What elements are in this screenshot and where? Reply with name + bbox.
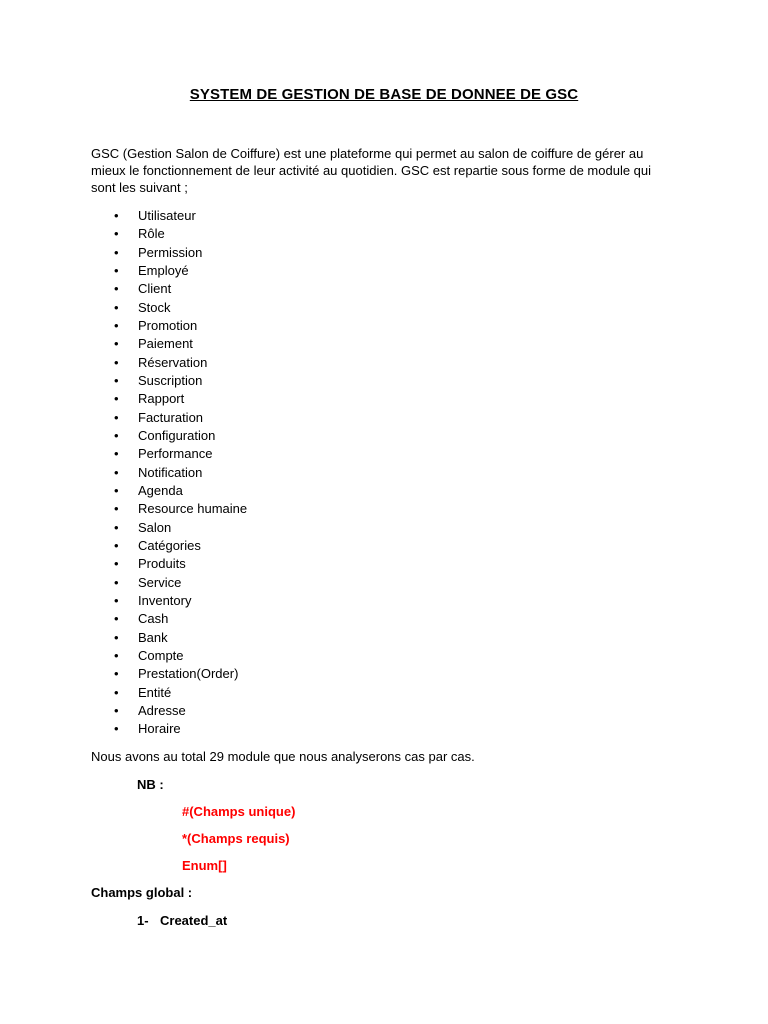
global-field-number: 1- — [137, 913, 149, 928]
document-title: SYSTEM DE GESTION DE BASE DE DONNEE DE GSC — [189, 86, 579, 103]
module-list-item — [91, 354, 247, 372]
module-name: Salon — [138, 519, 172, 535]
module-list-item — [91, 262, 247, 280]
module-name: Stock — [138, 299, 171, 315]
module-list-item — [91, 427, 247, 445]
module-name: Bank — [138, 629, 168, 645]
module-list-item — [91, 207, 247, 225]
module-name: Entité — [138, 684, 172, 700]
bullet-icon: • — [114, 354, 119, 370]
module-name: Suscription — [138, 372, 203, 388]
module-name: Compte — [138, 647, 184, 663]
bullet-icon: • — [114, 446, 119, 462]
module-name: Réservation — [138, 354, 208, 370]
bullet-icon: • — [114, 262, 119, 278]
bullet-icon: • — [114, 391, 119, 407]
module-list-item — [91, 555, 247, 573]
module-name: Promotion — [138, 317, 198, 333]
bullet-icon: • — [114, 226, 119, 242]
module-name: Utilisateur — [138, 208, 196, 223]
bullet-icon: • — [114, 372, 119, 388]
module-name: Configuration — [138, 427, 216, 443]
bullet-icon: • — [114, 281, 119, 297]
module-list-item — [91, 665, 247, 683]
module-name: Agenda — [138, 482, 183, 498]
total-modules-text: Nous avons au total 29 module que nous analyserons cas par cas. — [91, 749, 475, 764]
module-list-item — [91, 390, 247, 408]
module-name: Employé — [138, 262, 189, 278]
bullet-icon: • — [114, 537, 119, 553]
bullet-icon: • — [114, 519, 119, 535]
module-name: Resource humaine — [138, 501, 248, 517]
module-name: Catégories — [138, 537, 201, 553]
bullet-icon: • — [114, 336, 119, 352]
module-name: Adresse — [138, 702, 186, 718]
module-name: Service — [138, 574, 182, 590]
bullet-icon: • — [114, 409, 119, 425]
module-list-item — [91, 647, 247, 665]
legend-unique-field: #(Champs unique) — [182, 804, 296, 819]
module-name: Rôle — [138, 226, 165, 242]
module-name: Permission — [138, 244, 203, 260]
module-list-item — [91, 335, 247, 353]
global-field-name: Created_at — [160, 913, 228, 928]
module-name: Facturation — [138, 409, 204, 425]
global-field-item — [137, 912, 227, 930]
module-list-item — [91, 299, 247, 317]
module-list-item — [91, 445, 247, 463]
module-list-item — [91, 702, 247, 720]
module-list-item — [91, 500, 247, 518]
bullet-icon: • — [114, 299, 119, 315]
global-fields-label: Champs global : — [91, 885, 193, 900]
bullet-icon: • — [114, 501, 119, 517]
module-list-item — [91, 372, 247, 390]
bullet-icon: • — [114, 666, 119, 682]
legend-required-field: *(Champs requis) — [182, 831, 290, 846]
intro-paragraph: GSC (Gestion Salon de Coiffure) est une plateforme qui permet au salon de coiffure de gérer au mieux le fonctionnement de leur activité au quotidien. GSC est repartie sous forme de module qui sont les suivant ; — [91, 146, 652, 195]
bullet-icon: • — [114, 574, 119, 590]
module-name: Performance — [138, 446, 213, 462]
bullet-icon: • — [114, 556, 119, 572]
module-list-item — [91, 720, 247, 738]
module-list-item — [91, 684, 247, 702]
module-list — [91, 207, 247, 739]
module-name: Produits — [138, 556, 186, 572]
bullet-icon: • — [114, 629, 119, 645]
bullet-icon: • — [114, 721, 119, 737]
module-list-item — [91, 629, 247, 647]
module-list-item — [91, 280, 247, 298]
module-name: Horaire — [138, 721, 181, 737]
bullet-icon: • — [114, 244, 119, 260]
bullet-icon: • — [114, 317, 119, 333]
module-name: Client — [138, 281, 172, 297]
nb-label: NB : — [137, 777, 164, 792]
bullet-icon: • — [114, 647, 119, 663]
bullet-icon: • — [114, 482, 119, 498]
module-name: Prestation(Order) — [138, 666, 239, 682]
bullet-icon: • — [114, 702, 119, 718]
bullet-icon: • — [114, 427, 119, 443]
module-list-item — [91, 574, 247, 592]
module-list-item — [91, 317, 247, 335]
module-list-item — [91, 464, 247, 482]
module-list-item — [91, 482, 247, 500]
module-name: Rapport — [138, 391, 185, 407]
module-name: Inventory — [138, 592, 192, 608]
bullet-icon: • — [114, 592, 119, 608]
module-name: Cash — [138, 611, 169, 627]
module-name: Paiement — [138, 336, 193, 352]
module-list-item — [91, 610, 247, 628]
bullet-icon: • — [114, 464, 119, 480]
module-name: Notification — [138, 464, 203, 480]
bullet-icon: • — [114, 684, 119, 700]
legend-enum-field: Enum[] — [182, 858, 227, 873]
bullet-icon: • — [114, 611, 119, 627]
module-list-item — [91, 537, 247, 555]
module-list-item — [91, 409, 247, 427]
bullet-icon: • — [114, 208, 119, 223]
module-list-item — [91, 592, 247, 610]
module-list-item — [91, 225, 247, 243]
module-list-item — [91, 519, 247, 537]
module-list-item — [91, 244, 247, 262]
